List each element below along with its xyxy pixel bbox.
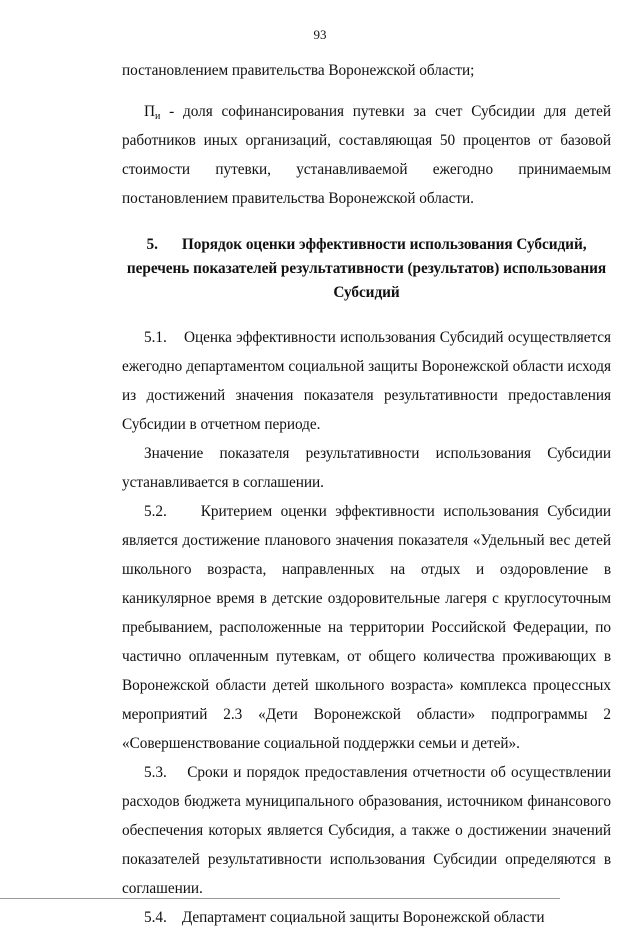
section-title-line-2: перечень показателей результативности (результатов) использования	[126, 260, 607, 277]
page-bottom-edge	[0, 898, 560, 899]
section-number: 5.	[146, 236, 158, 253]
paragraph-5-4: 5.4. Департамент социальной защиты Воронежской области	[144, 909, 545, 926]
paragraph-pi-definition	[122, 97, 611, 213]
paragraph-5-1: 5.1. Оценка эффективности использования Субсидий осуществляется ежегодно департаментом социальной защиты Воронежской области исходя из достижений значения показателя результативности предоставления Субсидии в отчетном периоде.	[122, 329, 615, 433]
paragraph-5-2: 5.2. Критерием оценки эффективности использования Субсидии является достижение планового значения показателя «Удельный вес детей школьного возраста, направленных на отдых и оздоровление в каникулярное время в детские оздоровительные лагеря с круглосуточным пребыванием, расположенные на территории Российской Федерации, по частично оплаченным путевкам, от общего количества проживающих в Воронежской области детей школьного возраста» комплекса процессных мероприятий 2.3 «Дети Воронежской области» подпрограммы 2 «Совершенствование социальной поддержки семьи и детей».	[122, 503, 615, 752]
pi-symbol: П	[144, 103, 155, 120]
section-heading-line-1	[122, 233, 611, 257]
paragraph-5-1-continued: Значение показателя результативности использования Субсидии устанавливается в соглашении.	[122, 445, 611, 491]
pi-definition-text: - доля софинансирования путевки за счет Субсидии для детей работников иных организаций, составляющая 50 процентов от базовой стоимости путевки, устанавливаемой ежегодно принимаемым постановлением правительства Воронежской области.	[122, 103, 611, 207]
pi-subscript: и	[155, 111, 161, 122]
section-title-line-3: Субсидий	[333, 284, 400, 301]
section-title-line-1: Порядок оценки эффективности использования Субсидий,	[181, 236, 587, 253]
paragraph-5-3: 5.3. Сроки и порядок предоставления отчетности об осуществлении расходов бюджета муниципального образования, источником финансового обеспечения которых является Субсидия, а также о достижении значений показателей результативности использования Субсидии определяются в соглашении.	[122, 764, 615, 897]
section-heading	[122, 233, 611, 305]
paragraph-continuation: постановлением правительства Воронежской области;	[122, 62, 475, 79]
page-number: 93	[313, 27, 327, 42]
document-body	[122, 56, 615, 932]
